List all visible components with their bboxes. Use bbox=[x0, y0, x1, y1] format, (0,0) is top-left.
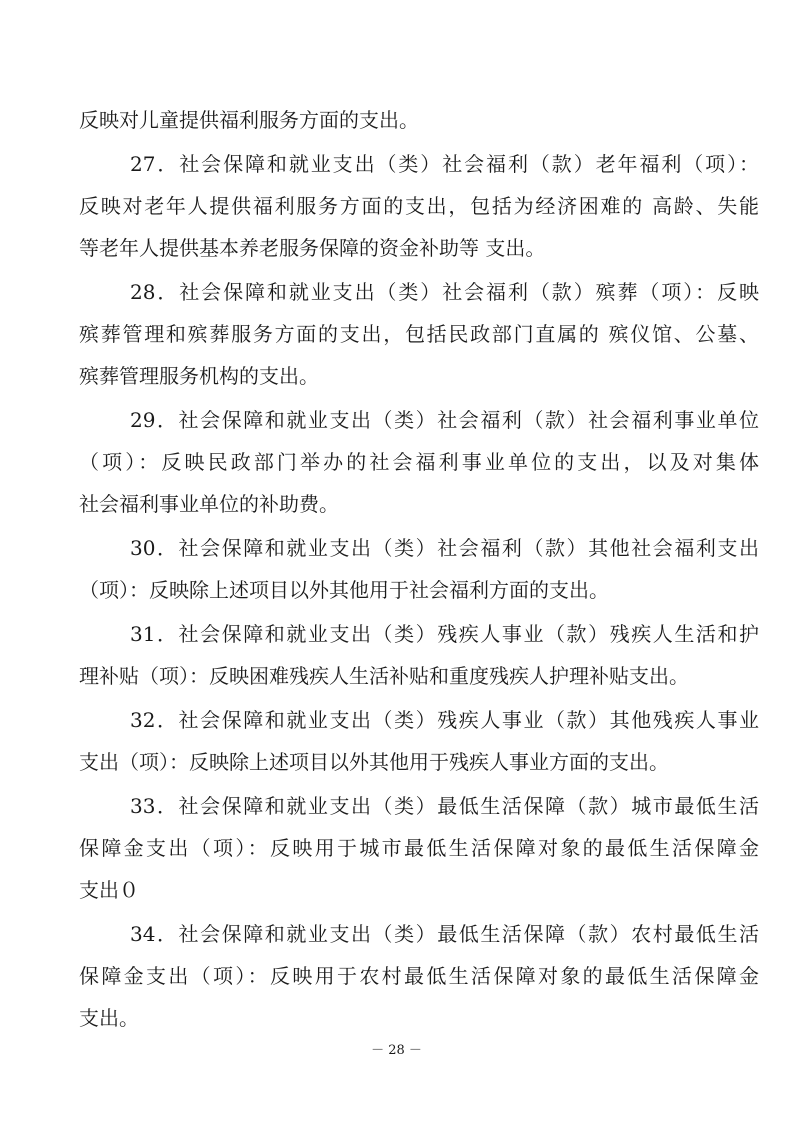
text-line: 34．社会保障和就业支出（类）最低生活保障（款）农村最低生活 bbox=[130, 922, 759, 946]
text-line: 29．社会保障和就业支出（类）社会福利（款）社会福利事业单位 bbox=[130, 408, 759, 432]
text-line: 支出。 bbox=[79, 1006, 139, 1030]
text-line: 27．社会保障和就业支出（类）社会福利（款）老年福利（项）： bbox=[130, 152, 759, 176]
text-line: 31．社会保障和就业支出（类）残疾人事业（款）残疾人生活和护 bbox=[130, 622, 759, 646]
text-line: 社会福利事业单位的补助费。 bbox=[79, 492, 339, 516]
text-line: 等老年人提供基本养老服务保障的资金补助等 支出。 bbox=[79, 236, 546, 260]
page-number: － 28 － bbox=[371, 1043, 422, 1058]
text-line: 30．社会保障和就业支出（类）社会福利（款）其他社会福利支出 bbox=[130, 536, 759, 560]
text-line: 保障金支出（项）：反映用于农村最低生活保障对象的最低生活保障金 bbox=[79, 964, 759, 988]
text-line: 保障金支出（项）：反映用于城市最低生活保障对象的最低生活保障金 bbox=[79, 836, 759, 860]
text-line: 殡葬管理和殡葬服务方面的支出，包括民政部门直属的 殡仪馆、公墓、 bbox=[79, 322, 759, 346]
text-line: （项）：反映民政部门举办的社会福利事业单位的支出，以及对集体 bbox=[79, 450, 759, 474]
text-line: 反映对老年人提供福利服务方面的支出，包括为经济困难的 高龄、失能 bbox=[79, 194, 759, 218]
text-line: 32．社会保障和就业支出（类）残疾人事业（款）其他残疾人事业 bbox=[130, 708, 759, 732]
text-line: 殡葬管理服务机构的支出。 bbox=[79, 364, 319, 388]
text-line: 28．社会保障和就业支出（类）社会福利（款）殡葬（项）：反映 bbox=[130, 280, 759, 304]
text-line: 支出（项）：反映除上述项目以外其他用于残疾人事业方面的支出。 bbox=[79, 750, 669, 774]
text-line: （项）：反映除上述项目以外其他用于社会福利方面的支出。 bbox=[79, 578, 609, 602]
text-line: 反映对儿童提供福利服务方面的支出。 bbox=[79, 108, 419, 132]
text-line: 支出０ bbox=[79, 878, 139, 902]
text-line: 理补贴（项）：反映困难残疾人生活补贴和重度残疾人护理补贴支出。 bbox=[79, 664, 689, 688]
text-line: 33．社会保障和就业支出（类）最低生活保障（款）城市最低生活 bbox=[130, 794, 759, 818]
